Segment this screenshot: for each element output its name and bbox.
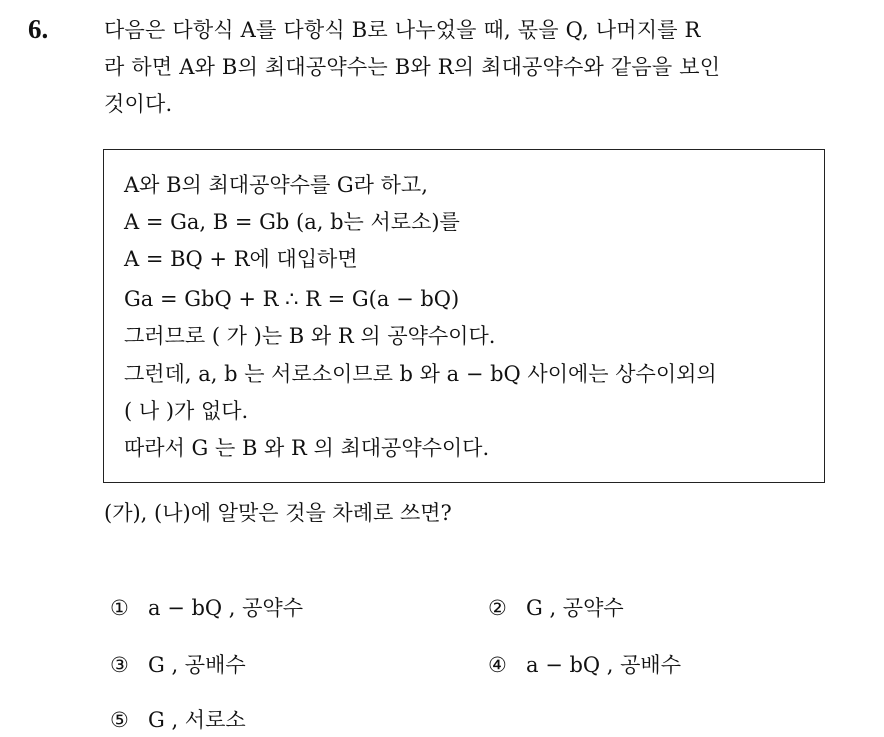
question-prompt: (가), (나)에 알맞은 것을 차례로 쓰면? [104, 501, 452, 525]
choice-text: G , 서로소 [148, 708, 246, 732]
choice-mark: ② [488, 596, 507, 620]
choice-text: a − bQ , 공배수 [526, 653, 682, 677]
proof-line: 따라서 G 는 B 와 R 의 최대공약수이다. [124, 436, 490, 460]
choice-3[interactable] [110, 650, 246, 680]
choice-text: G , 공배수 [148, 653, 246, 677]
question-stem [104, 12, 866, 123]
choice-mark: ③ [110, 653, 129, 677]
proof-box [103, 149, 825, 483]
proof-line: ( 나 )가 없다. [124, 399, 249, 423]
choice-1[interactable] [110, 593, 303, 623]
choice-4[interactable] [488, 650, 681, 680]
choice-2[interactable] [488, 593, 624, 623]
choice-5[interactable] [110, 705, 246, 735]
choice-text: a − bQ , 공약수 [148, 596, 304, 620]
proof-line: A = BQ + R에 대입하면 [124, 247, 358, 271]
stem-line: 것이다. [104, 92, 173, 116]
choice-text: G , 공약수 [526, 596, 624, 620]
stem-line: 라 하면 A와 B의 최대공약수는 B와 R의 최대공약수와 같음을 보인 [104, 55, 721, 79]
proof-line: Ga = GbQ + R ∴ R = G(a − bQ) [124, 287, 460, 311]
choice-mark: ⑤ [110, 708, 129, 732]
question-number: 6. [28, 14, 49, 44]
stem-line: 다음은 다항식 A를 다항식 B로 나누었을 때, 몫을 Q, 나머지를 R [104, 18, 701, 42]
choice-mark: ④ [488, 653, 507, 677]
proof-line: 그러므로 ( 가 )는 B 와 R 의 공약수이다. [124, 324, 496, 348]
proof-line: A와 B의 최대공약수를 G라 하고, [124, 173, 428, 197]
choice-mark: ① [110, 596, 129, 620]
proof-line: A = Ga, B = Gb (a, b는 서로소)를 [124, 210, 460, 234]
proof-line: 그런데, a, b 는 서로소이므로 b 와 a − bQ 사이에는 상수이외의 [124, 362, 717, 386]
